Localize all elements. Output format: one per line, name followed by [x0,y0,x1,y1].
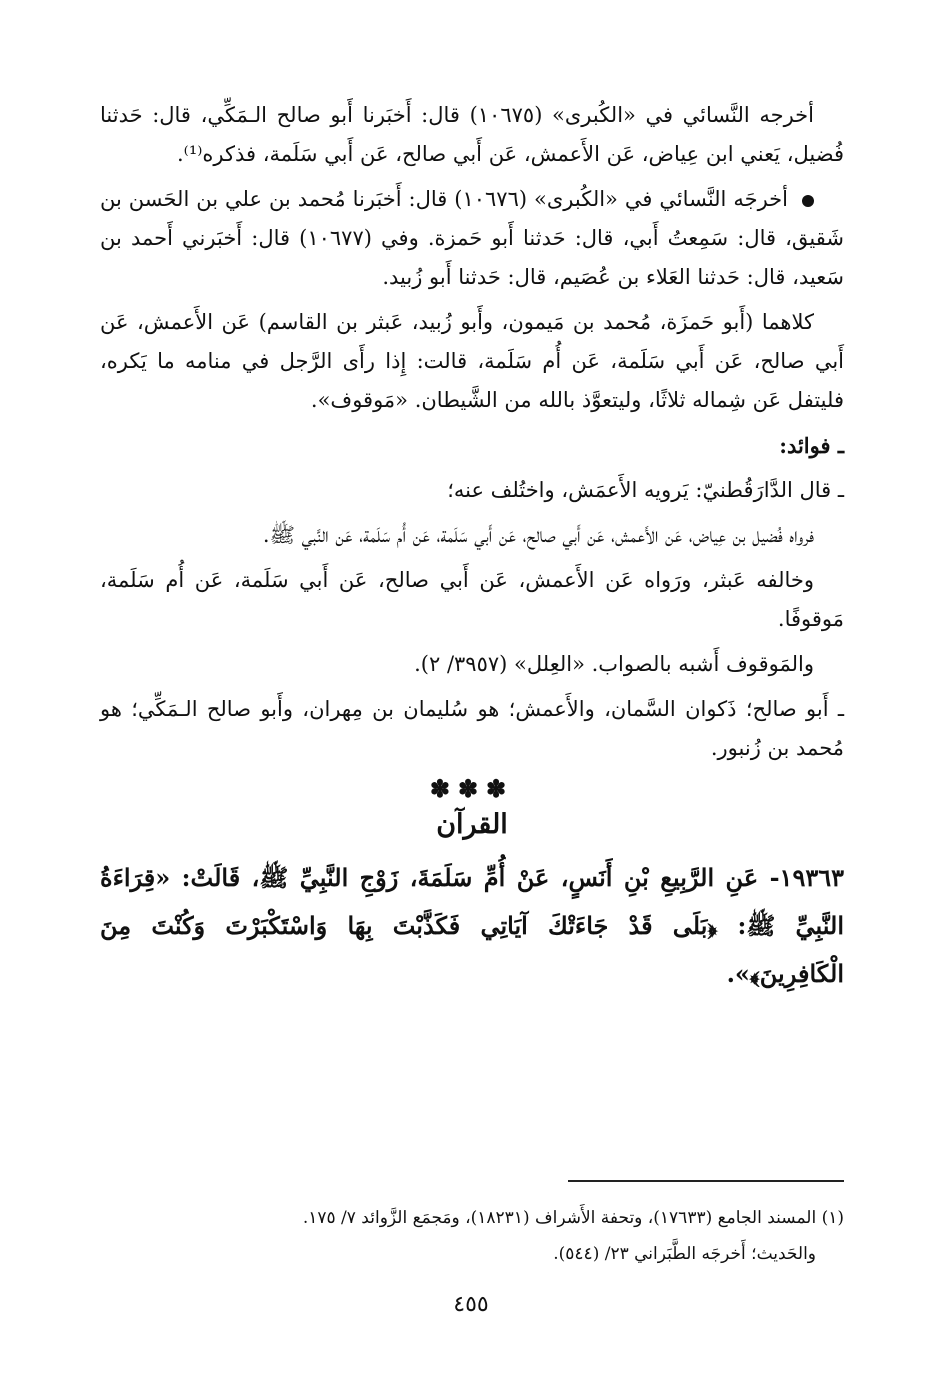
paragraph-narrator-identification: ـ أَبو صالح؛ ذَكوان السَّمان، والأَعمش؛ هو سُليمان بن مِهران، وأَبو صالح الـمَكِّي؛ هو مُحمد بن زُنبور. [100,697,844,760]
paragraph-nasai-kubra-10675: أخرجه النَّسائي في «الكُبرى» (١٠٦٧٥) قال: أَخبَرنا أَبو صالح الـمَكِّي، قال: حَدثنا فُضيل، يَعني ابن عِياض، عَن الأَعمش، عَن أَبي صالح، عَن أَبي سَلَمة، فذكره⁽¹⁾. [100,103,844,166]
footnote-1: (١) المسند الجامع (١٧٦٣٣)، وتحفة الأَشراف (١٨٢٣١)، ومَجمَع الزَّوائد ٧/ ١٧٥. [302,1208,844,1228]
paragraph-both-narrators: كلاهما (أَبو حَمزَة، مُحمد بن مَيمون، وأَبو زُبيد، عَبثر بن القاسم) عَن الأَعمش، عَن أَبي صالح، عَن أَبي سَلَمة، عَن أُم سَلَمة، قالت: إِذا رأَى الرَّجل في منامه ما يَكره، فليتفل عَن شِماله ثلاثًا، وليتعوَّذ بالله من الشَّيطان. «مَوقوف». [100,310,844,412]
fawaid-heading: ـ فوائد: [779,433,844,458]
footnote-1-continuation: والحَديث؛ أَخرجَه الطَّبَراني ٢٣/ (٥٤٤). [553,1244,816,1264]
bullet-icon [802,195,814,207]
hadith-19363: ١٩٣٦٣- عَنِ الرَّبِيعِ بْنِ أَنَسٍ، عَنْ أُمِّ سَلَمَةَ، زَوْجِ النَّبِيِّ ﷺ، قَالَتْ: «قِرَاءَةُ النَّبِيِّ ﷺ: ﴿بَلَى قَدْ جَاءَتْكَ آيَاتِي فَكَذَّبْتَ بِهَا وَاسْتَكْبَرْتَ وَكُنْتَ مِنَ الْكَافِرِينَ﴾». [100,863,844,988]
footnote-divider [568,1180,844,1182]
paragraph-mawquf-conclusion: والمَوقوف أَشبه بالصواب. «العِلل» (٣٩٥٧/ ٢). [414,652,814,676]
paragraph-nasai-kubra-10676 [100,180,844,297]
paragraph-nasai-kubra-10676-text: أخرجَه النَّسائي في «الكُبرى» (١٠٦٧٦) قال: أَخبَرنا مُحمد بن علي بن الحَسن بن شَقيق، قال: سَمِعتُ أَبي، قال: حَدثنا أَبو حَمزة. وفي (١٠٦٧٧) قال: أَخبَرني أَحمد بن سَعيد، قال: حَدثنا العَلاء بن عُصَيم، قال: حَدثنا أَبو زُبيد. [100,187,844,289]
paragraph-fudail-narration: فرواه فُضيل بن عِياض، عَن الأَعمش، عَن أَبي صالح، عَن أَبي سَلَمة، عَن أُم سَلَمة، عَن النَّبي ﷺ. [262,523,814,547]
section-title: القرآن [436,809,508,840]
paragraph-daraqutni: ـ قال الدَّارَقُطنيّ: يَرويه الأَعمَش، واختُلف عنه؛ [447,478,844,502]
footnotes [100,1200,844,1272]
section-separator: ✽✽✽ [429,774,515,803]
paragraph-abthar-narration: وخالفه عَبثر، ورَواه عَن الأَعمش، عَن أَبي صالح، عَن أَبي سَلَمة، عَن أُم سَلَمة، مَوقوفًا. [100,568,844,631]
page-number: ٤٥٥ [453,1292,489,1317]
page-body [100,96,844,998]
